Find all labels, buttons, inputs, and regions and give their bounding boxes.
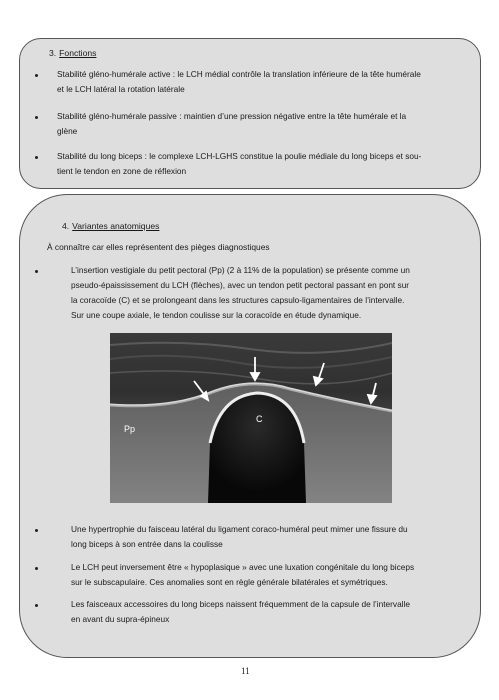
section-3-title: Fonctions <box>59 48 97 58</box>
line: Stabilité gléno-humérale passive : maintien d’une pression négative entre la tête humérale et la <box>57 111 407 121</box>
section-3-number: 3. <box>49 48 57 58</box>
section-3-heading <box>49 48 96 58</box>
section-3-bullet-2 <box>57 109 406 139</box>
section-4-bullet-4 <box>71 597 410 627</box>
line: Stabilité du long biceps : le complexe LCH-LGHS constitue la poulie médiale du long biceps et sou- <box>57 151 422 161</box>
section-4-heading <box>62 221 159 231</box>
section-4-intro: À connaître car elles représentent des pièges diagnostiques <box>47 242 270 252</box>
section-4-title: Variantes anatomiques <box>72 221 160 231</box>
bullet-dot <box>35 604 38 607</box>
line: Le LCH peut inversement être « hypoplasique » avec une luxation congénitale du long biceps <box>71 562 415 572</box>
section-3-bullet-1 <box>57 67 421 97</box>
bullet-dot <box>35 116 38 119</box>
line: Une hypertrophie du faisceau latéral du ligament coraco-huméral peut mimer une fissure du <box>71 524 408 534</box>
bullet-dot <box>35 156 38 159</box>
ultrasound-image <box>110 333 392 503</box>
page-number: 11 <box>241 666 250 676</box>
ultrasound-drawing <box>110 333 392 503</box>
line: L’insertion vestigiale du petit pectoral (Pp) (2 à 11% de la population) se présente comme un <box>71 265 410 275</box>
section-4-bullet-3 <box>71 560 414 590</box>
bullet-dot <box>35 74 38 77</box>
line: sur le subscapulaire. Ces anomalies sont en règle générale bilatérales et symétriques. <box>71 577 388 587</box>
line: Stabilité gléno-humérale active : le LCH médial contrôle la translation inférieure de la tête humérale <box>57 69 421 79</box>
label-pp: Pp <box>124 424 136 434</box>
section-4-bullet-1 <box>71 263 410 323</box>
section-4-bullet-2 <box>71 522 408 552</box>
bullet-dot <box>35 567 38 570</box>
section-3-bullet-3 <box>57 149 421 179</box>
line: glène <box>57 126 78 136</box>
line: Les faisceaux accessoires du long biceps naissent fréquemment de la capsule de l’intervalle <box>71 599 410 609</box>
line: long biceps à son entrée dans la coulisse <box>71 539 223 549</box>
line: la coracoïde (C) et se prolongeant dans les structures capsulo-ligamentaires de l’intervalle. <box>71 295 405 305</box>
line: Sur une coupe axiale, le tendon coulisse sur la coracoïde en étude dynamique. <box>71 310 362 320</box>
label-c: C <box>256 414 263 424</box>
line: en avant du supra-épineux <box>71 614 170 624</box>
section-4-number: 4. <box>62 221 70 231</box>
line: et le LCH latéral la rotation latérale <box>57 84 185 94</box>
line: pseudo-épaississement du LCH (flèches), avec un tendon petit pectoral passant en pont sur <box>71 280 410 290</box>
bullet-dot <box>35 529 38 532</box>
line: tient le tendon en zone de réflexion <box>57 166 187 176</box>
bullet-dot <box>35 270 38 273</box>
